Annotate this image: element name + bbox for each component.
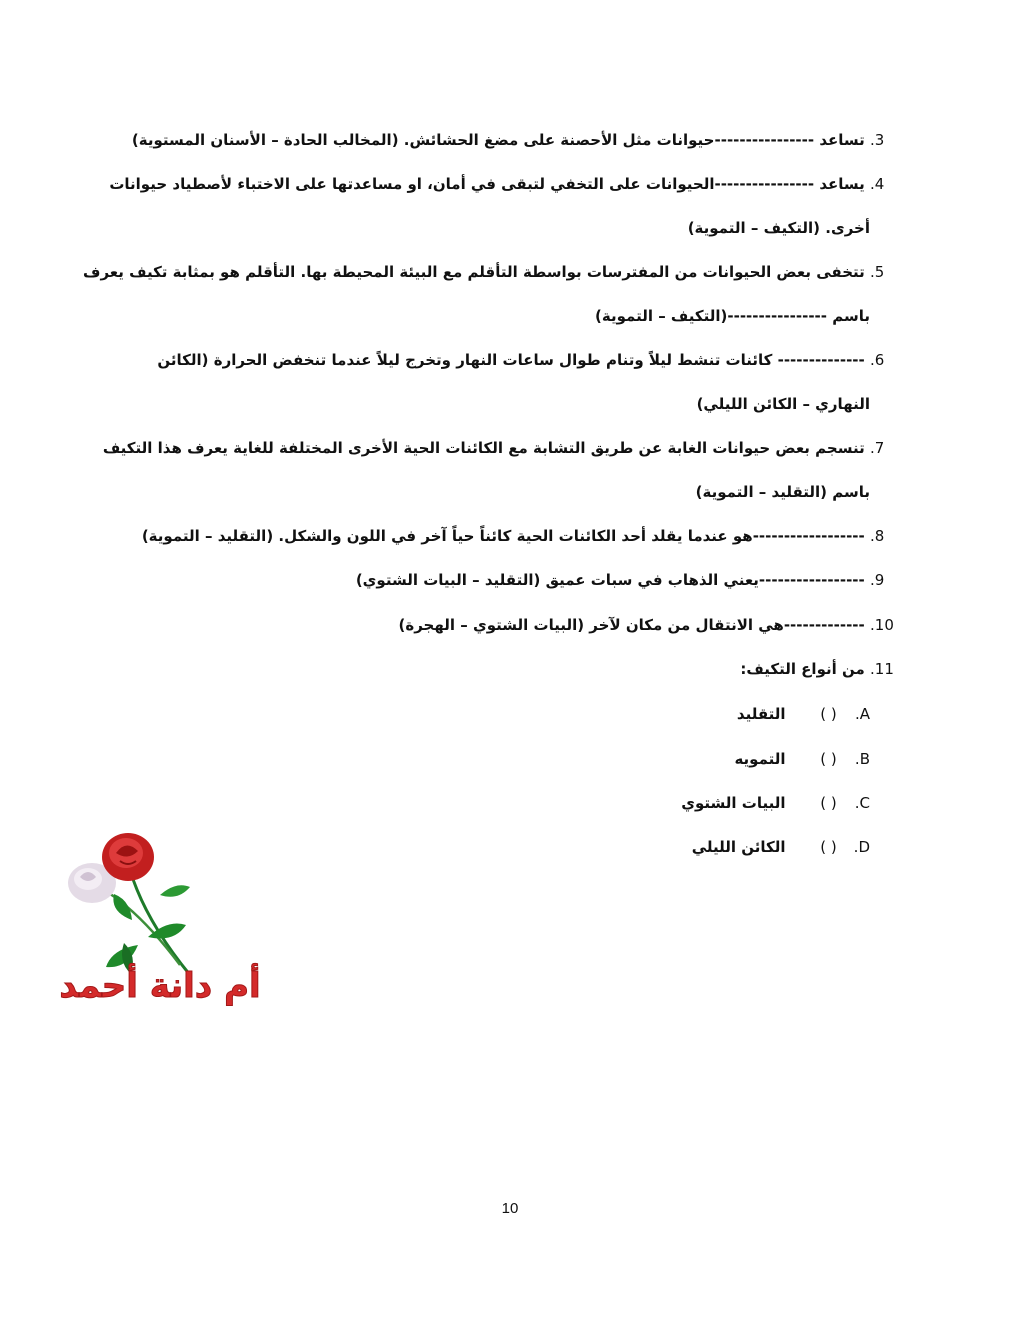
question-text: -----------------يعني الذهاب في سبات عميق (التقليد – البيات الشتوي) xyxy=(355,571,865,589)
question-6-continuation: النهاري – الكائن الليلي) xyxy=(696,395,870,413)
question-7-continuation: باسم (التقليد – التموية) xyxy=(695,483,870,501)
option-c xyxy=(681,781,870,825)
option-text: البيات الشتوي xyxy=(681,794,786,812)
rose-logo xyxy=(40,825,290,1010)
question-11 xyxy=(740,647,902,691)
question-number: 5. xyxy=(870,263,885,281)
question-4 xyxy=(109,162,902,206)
question-text: من أنواع التكيف: xyxy=(740,660,865,678)
question-3 xyxy=(132,118,902,162)
option-letter: B. xyxy=(854,750,870,768)
option-letter: C. xyxy=(854,794,870,812)
question-text: تنسجم بعض حيوانات الغابة عن طريق التشابة مع الكائنات الحية الأخرى المختلفة للغاية يعرف هذا التكيف xyxy=(102,439,865,457)
option-b xyxy=(734,737,870,781)
option-text: الكائن الليلي xyxy=(691,838,786,856)
question-4-continuation: أخرى. (التكيف – التموية) xyxy=(687,219,870,237)
option-d xyxy=(692,825,870,869)
question-6 xyxy=(157,338,902,382)
question-text: يساعد ----------------الحيوانات على التخفي لتبقى في أمان، او مساعدتها على الاختباء لأصطياد حيوانات xyxy=(109,175,865,193)
question-number: 6. xyxy=(870,351,885,369)
question-number: 3. xyxy=(870,131,885,149)
question-10 xyxy=(399,603,903,647)
question-number: 11. xyxy=(870,660,894,678)
answer-blank: ( ) xyxy=(820,838,837,856)
option-a xyxy=(737,692,870,736)
question-number: 4. xyxy=(870,175,885,193)
question-text: -------------هي الانتقال من مكان لآخر (البيات الشتوي – الهجرة) xyxy=(398,616,865,634)
leaf-icon xyxy=(106,945,138,967)
question-number: 10. xyxy=(870,616,894,634)
leaf-icon xyxy=(160,885,190,897)
answer-blank: ( ) xyxy=(820,750,837,768)
question-number: 8. xyxy=(870,527,885,545)
question-5-continuation: باسم ----------------(التكيف – التموية) xyxy=(595,307,870,325)
option-text: التقليد xyxy=(736,705,786,723)
logo-text: أم دانة أحمد xyxy=(59,966,261,1006)
question-9 xyxy=(356,558,902,602)
question-5 xyxy=(83,250,902,294)
question-number: 7. xyxy=(870,439,885,457)
question-8 xyxy=(142,514,902,558)
question-7 xyxy=(103,426,902,470)
option-text: التمويه xyxy=(734,750,786,768)
page-number: 10 xyxy=(501,1200,519,1217)
red-rose-icon xyxy=(102,833,154,881)
question-text: ------------------هو عندما يقلد أحد الكائنات الحية كائناً حياً آخر في اللون والشكل. (التقليد – التموية) xyxy=(141,527,865,545)
question-text: تتخفى بعض الحيوانات من المفترسات بواسطة التأقلم مع البيئة المحيطة بها. التأقلم هو بمثابة تكيف يعرف xyxy=(83,263,865,281)
answer-blank: ( ) xyxy=(820,794,837,812)
question-text: -------------- كائنات تنشط ليلاً وتنام طوال ساعات النهار وتخرج ليلاً عندما تنخفض الحرارة (الكائن xyxy=(157,351,865,369)
option-letter: D. xyxy=(853,838,870,856)
answer-blank: ( ) xyxy=(820,705,837,723)
option-letter: A. xyxy=(854,705,870,723)
question-text: تساعد ----------------حيوانات مثل الأحصنة على مضغ الحشائش. (المخالب الحادة – الأسنان المستوية) xyxy=(131,131,865,149)
question-number: 9. xyxy=(870,571,885,589)
